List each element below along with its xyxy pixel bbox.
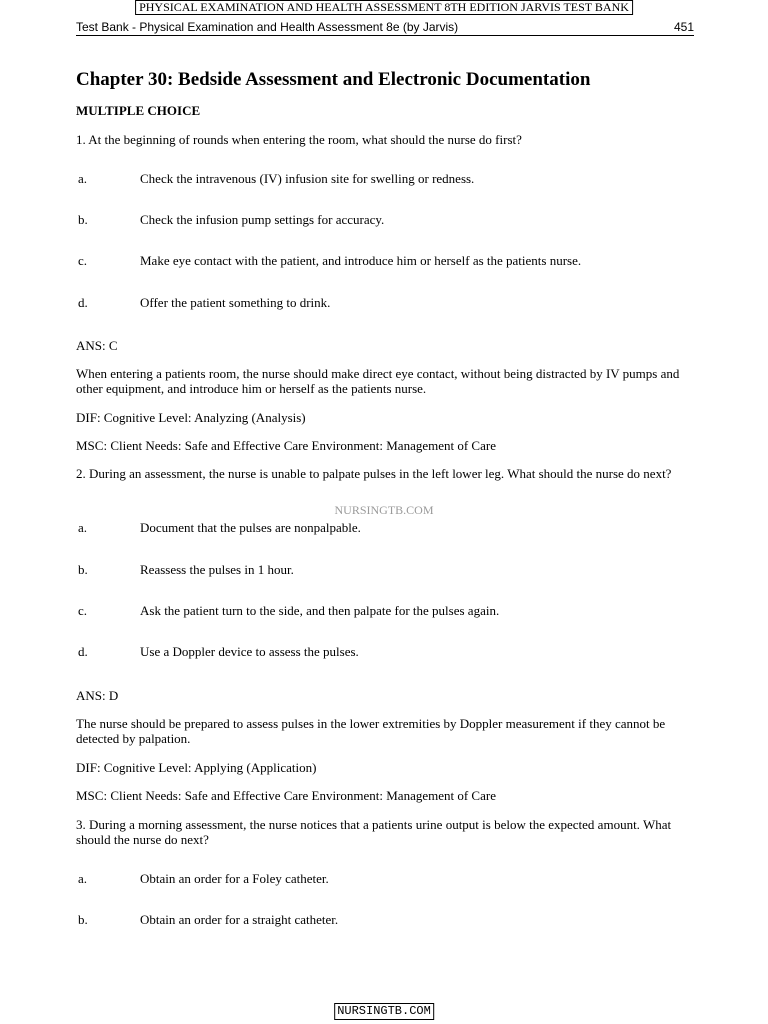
running-header <box>76 20 694 36</box>
option-letter: b. <box>78 212 88 227</box>
page-number: 451 <box>673 20 694 34</box>
option-text: Check the infusion pump settings for accuracy. <box>140 212 385 227</box>
difficulty: DIF: Cognitive Level: Applying (Application) <box>76 760 317 775</box>
question-stem: 2. During an assessment, the nurse is unable to palpate pulses in the left lower leg. What should the nurse do next? <box>76 466 672 481</box>
option-letter: a. <box>78 520 88 535</box>
option-letter: d. <box>78 644 88 659</box>
footer-label: NURSINGTB.COM <box>334 1003 434 1020</box>
option-letter: b. <box>78 562 88 577</box>
client-needs: MSC: Client Needs: Safe and Effective Care Environment: Management of Care <box>76 438 496 453</box>
chapter-title: Chapter 30: Bedside Assessment and Electronic Documentation <box>76 69 591 90</box>
client-needs: MSC: Client Needs: Safe and Effective Care Environment: Management of Care <box>76 788 496 803</box>
option-letter: d. <box>78 295 88 310</box>
answer-key: ANS: D <box>76 688 119 703</box>
option-letter: a. <box>78 171 88 186</box>
option-text: Reassess the pulses in 1 hour. <box>140 562 294 577</box>
option-letter: b. <box>78 912 88 927</box>
option-letter: a. <box>78 871 88 886</box>
option-letter: c. <box>78 253 88 268</box>
option-text: Use a Doppler device to assess the pulses. <box>140 644 359 659</box>
option-text: Offer the patient something to drink. <box>140 295 331 310</box>
question-stem: 1. At the beginning of rounds when entering the room, what should the nurse do first? <box>76 132 522 147</box>
option-text: Make eye contact with the patient, and introduce him or herself as the patients nurse. <box>140 253 582 268</box>
watermark: NURSINGTB.COM <box>334 503 434 517</box>
option-text: Document that the pulses are nonpalpable. <box>140 520 361 535</box>
option-text: Obtain an order for a straight catheter. <box>140 912 339 927</box>
difficulty: DIF: Cognitive Level: Analyzing (Analysis) <box>76 410 306 425</box>
option-text: Check the intravenous (IV) infusion site for swelling or redness. <box>140 171 475 186</box>
rationale: The nurse should be prepared to assess pulses in the lower extremities by Doppler measurement if they cannot be detected by palpation. <box>76 716 666 746</box>
question-stem: 3. During a morning assessment, the nurse notices that a patients urine output is below the expected amount. What should the nurse do next? <box>76 817 672 847</box>
running-header-title: Test Bank - Physical Examination and Health Assessment 8e (by Jarvis) <box>76 20 459 34</box>
answer-key: ANS: C <box>76 338 118 353</box>
section-heading: MULTIPLE CHOICE <box>76 103 201 118</box>
option-letter: c. <box>78 603 88 618</box>
option-text: Obtain an order for a Foley catheter. <box>140 871 329 886</box>
top-banner: PHYSICAL EXAMINATION AND HEALTH ASSESSMENT 8TH EDITION JARVIS TEST BANK <box>135 0 633 15</box>
rationale: When entering a patients room, the nurse should make direct eye contact, without being distracted by IV pumps and other equipment, and introduce him or herself as the patients nurse. <box>76 366 680 396</box>
option-text: Ask the patient turn to the side, and then palpate for the pulses again. <box>140 603 500 618</box>
